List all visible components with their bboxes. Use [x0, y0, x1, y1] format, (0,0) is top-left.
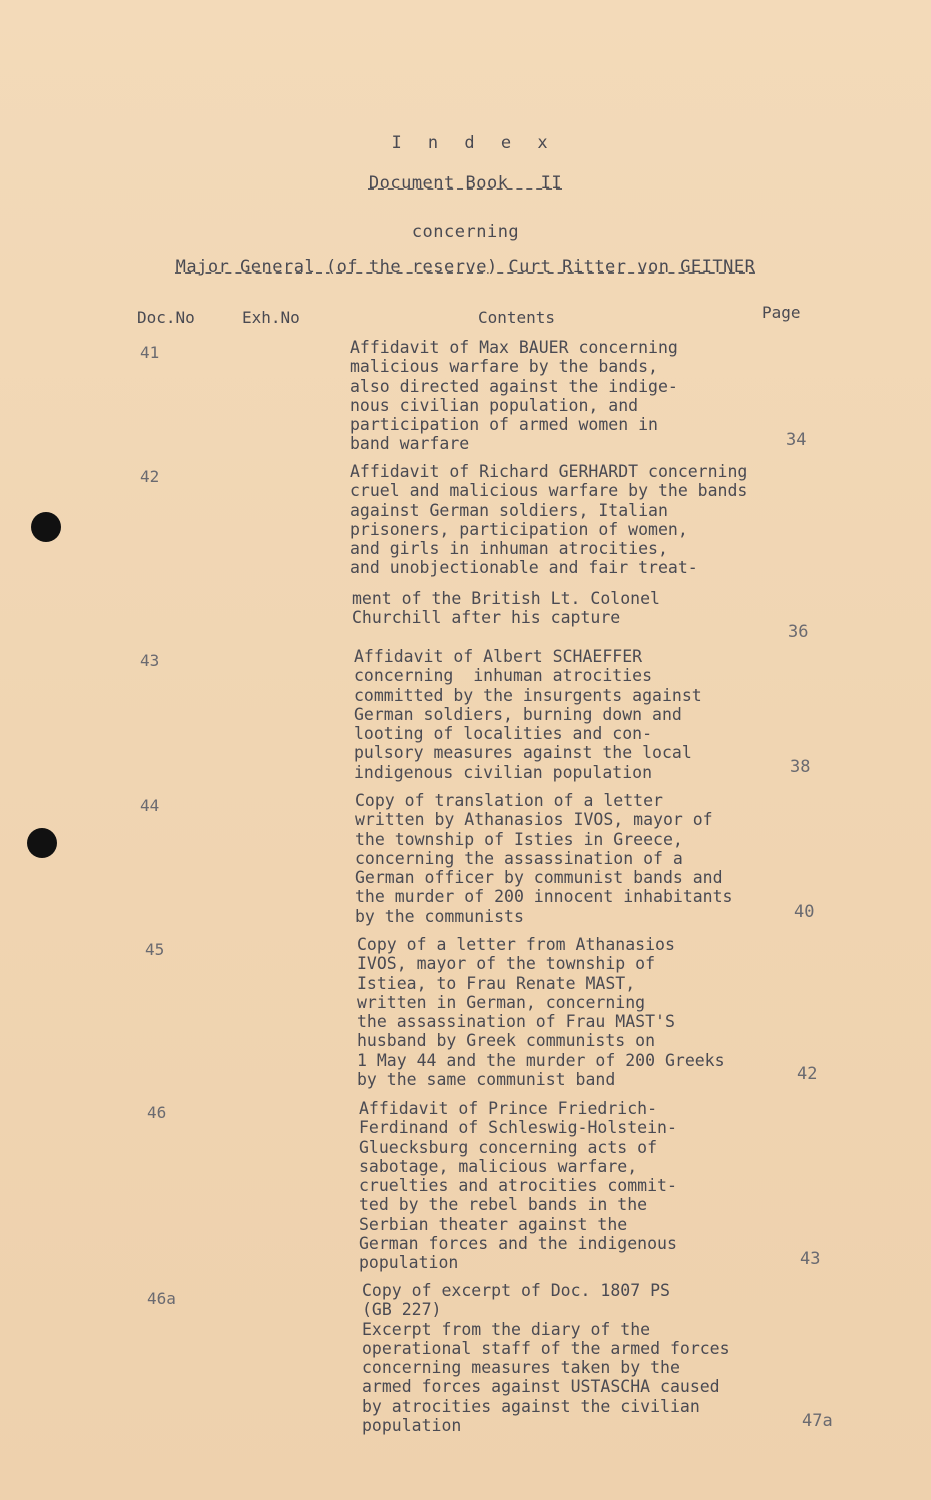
doc-number: 41 — [140, 343, 160, 362]
page-number: 34 — [786, 430, 807, 450]
entry-contents: Affidavit of Albert SCHAEFFER concerning inhuman atrocities committed by the insurgents against German soldiers, burning down and looting of localities and con- pulsory measures against the local indigenous civilian population — [354, 647, 702, 782]
document-book-label: Document Book II — [368, 173, 563, 193]
entry-contents: Affidavit of Prince Friedrich- Ferdinand of Schleswig-Holstein- Gluecksburg concerning acts of sabotage, malicious warfare, cruelties and atrocities commit- ted by the rebel bands in the Serbian theater against the German forces and the indigenous population — [359, 1099, 677, 1273]
page-title: I n d e x — [391, 133, 556, 153]
entry-contents: Copy of a letter from Athanasios IVOS, mayor of the township of Istiea, to Frau Renate MAST, written in German, concerning the assassination of Frau MAST'S husband by Greek communists on 1 May 44 and the murder of 200 Greeks by the same communist band — [357, 935, 725, 1090]
page-number: 43 — [800, 1249, 821, 1269]
column-header-contents: Contents — [478, 308, 556, 327]
subject-label: Major General (of the reserve) Curt Ritter von GEITNER — [175, 257, 756, 277]
subject-heading — [0, 257, 931, 277]
doc-number: 46 — [147, 1103, 167, 1122]
doc-number: 44 — [140, 796, 160, 815]
doc-number: 45 — [145, 940, 165, 959]
doc-number: 43 — [140, 651, 160, 670]
page-number: 42 — [797, 1064, 818, 1084]
entry-contents: Copy of excerpt of Doc. 1807 PS (GB 227) Excerpt from the diary of the operational staff of the armed forces concerning measures taken by the armed forces against USTASCHA caused by atrocities against the civilian population — [362, 1281, 730, 1436]
punch-hole — [31, 512, 61, 542]
entry-contents: Affidavit of Max BAUER concerning malicious warfare by the bands, also directed against the indige- nous civilian population, and participation of armed women in band warfare — [350, 338, 678, 454]
punch-hole — [27, 828, 57, 858]
column-header-doc-no: Doc.No — [137, 308, 195, 327]
entry-contents-continued: ment of the British Lt. Colonel Churchill after his capture — [352, 589, 660, 628]
column-header-exh-no: Exh.No — [242, 308, 300, 327]
page-number: 36 — [788, 622, 809, 642]
page-number: 38 — [790, 757, 811, 777]
doc-number: 42 — [140, 467, 160, 486]
column-header-page: Page — [762, 303, 801, 322]
document-book-heading — [0, 173, 931, 193]
concerning-label: concerning — [411, 222, 520, 242]
entry-contents: Affidavit of Richard GERHARDT concerning cruel and malicious warfare by the bands against German soldiers, Italian prisoners, participation of women, and girls in inhuman atrocities, and unobjectionable and fair treat- — [350, 462, 748, 578]
doc-number: 46a — [147, 1289, 176, 1308]
entry-contents: Copy of translation of a letter written by Athanasios IVOS, mayor of the township of Isties in Greece, concerning the assassination of a German officer by communist bands and the murder of 200 innocent inhabitants by the communists — [355, 791, 733, 926]
page-number: 47a — [802, 1411, 833, 1431]
page-number: 40 — [794, 902, 815, 922]
